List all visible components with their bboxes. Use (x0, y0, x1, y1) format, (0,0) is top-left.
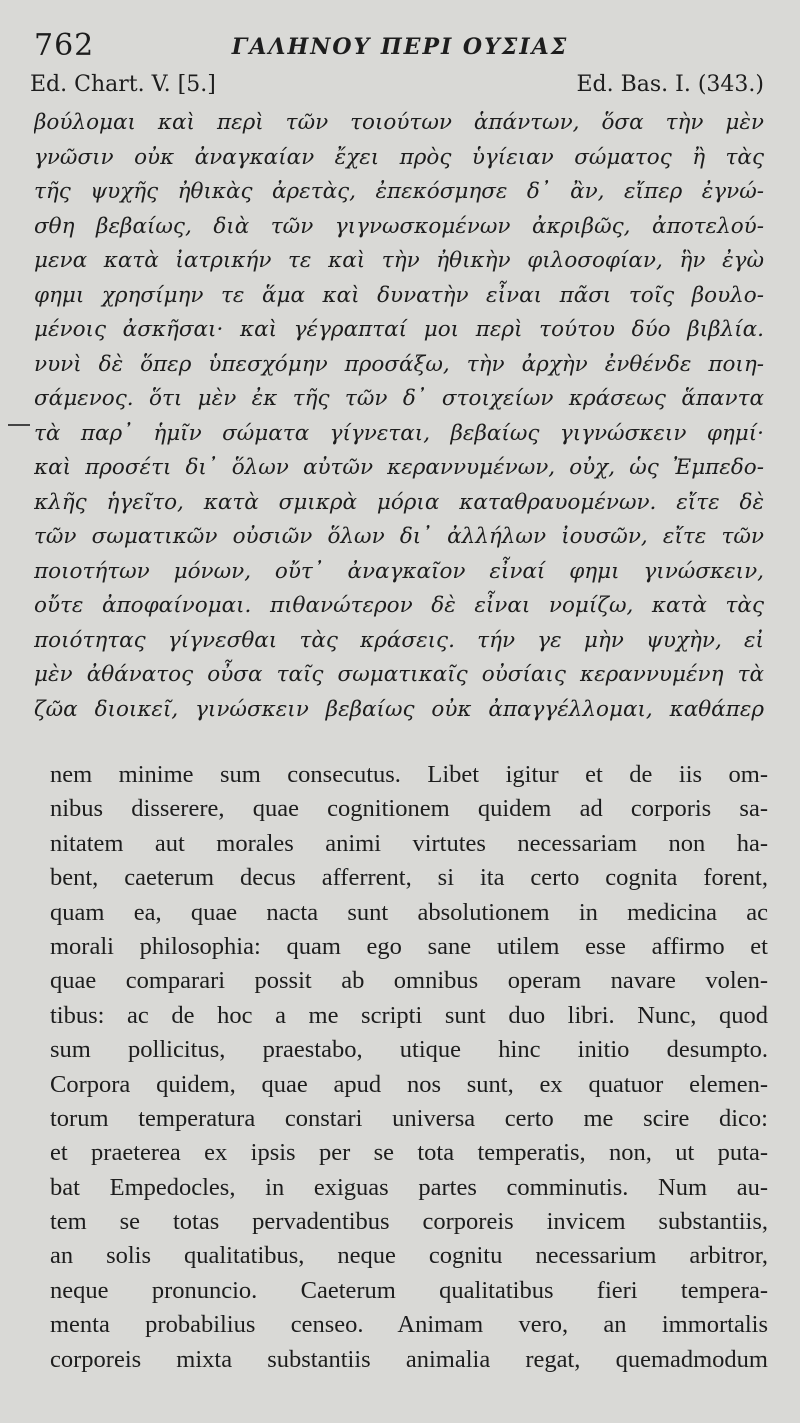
greek-line: βούλομαι καὶ περὶ τῶν τοιούτων ἁπάντων, ὅσα τὴν μὲν (34, 110, 764, 135)
latin-line: corporeis mixta substantiis animalia regat, quemadmodum (50, 1345, 768, 1373)
running-title: ΓΑΛΗΝΟΥ ΠΕΡΙ ΟΥΣΙΑΣ (231, 34, 569, 60)
greek-line: μένοις ἀσκῆσαι· καὶ γέγραπταί μοι περὶ τούτου δύο βιβλία. (34, 317, 764, 342)
greek-line: σάμενος. ὅτι μὲν ἐκ τῆς τῶν δ᾽ στοιχείων κράσεως ἅπαντα (34, 386, 764, 411)
greek-line: τῶν σωματικῶν οὐσιῶν ὅλων δι᾽ ἀλλήλων ἰουσῶν, εἴτε τῶν (34, 524, 764, 549)
page-number: 762 (34, 28, 95, 63)
latin-text-block (50, 758, 768, 1377)
latin-line: torum temperatura constari universa certo me scire dico: (50, 1104, 768, 1132)
latin-line: bat Empedocles, in exiguas partes comminutis. Num au- (50, 1173, 768, 1201)
latin-line: tem se totas pervadentibus corporeis invicem substantiis, (50, 1208, 768, 1236)
latin-line: an solis qualitatibus, neque cognitu necessarium arbitror, (50, 1242, 768, 1270)
edition-basel-reference: Ed. Bas. I. (343.) (576, 72, 764, 97)
greek-line: ζῶα διοικεῖ, γινώσκειν βεβαίως οὐκ ἀπαγγέλλομαι, καθάπερ (34, 696, 764, 722)
greek-line: φημι χρησίμην τε ἅμα καὶ δυνατὴν εἶναι πᾶσι τοῖς βουλο- (34, 282, 764, 308)
greek-line: μὲν ἀθάνατος οὖσα ταῖς σωματικαῖς οὐσίαις κεραννυμένη τὰ (34, 662, 764, 687)
latin-line: quae comparari possit ab omnibus operam navare volen- (50, 967, 768, 995)
greek-line: καὶ προσέτι δι᾽ ὅλων αὐτῶν κεραννυμένων, οὐχ, ὡς Ἐμπεδο- (34, 455, 764, 480)
latin-line: quam ea, quae nacta sunt absolutionem in medicina ac (50, 898, 768, 926)
greek-line: μενα κατὰ ἰατρικήν τε καὶ τὴν ἠθικὴν φιλοσοφίαν, ἣν ἐγὼ (34, 248, 764, 273)
latin-line: bent, caeterum decus afferrent, si ita certo cognita forent, (50, 864, 768, 892)
greek-line: σθη βεβαίως, διὰ τῶν γιγνωσκομένων ἀκριβῶς, ἀποτελού- (34, 213, 764, 239)
latin-line: sum pollicitus, praestabo, utique hinc initio desumpto. (50, 1036, 768, 1064)
latin-line: Corpora quidem, quae apud nos sunt, ex quatuor elemen- (50, 1070, 768, 1098)
edition-chart-reference: Ed. Chart. V. [5.] (30, 72, 216, 97)
latin-line: nitatem aut morales animi virtutes necessariam non ha- (50, 829, 768, 857)
latin-line: morali philosophia: quam ego sane utilem esse affirmo et (50, 932, 768, 960)
greek-line: ποιότητας γίγνεσθαι τὰς κράσεις. τήν γε μὴν ψυχὴν, εἰ (34, 627, 764, 653)
greek-line: γνῶσιν οὐκ ἀναγκαίαν ἔχει πρὸς ὑγίειαν σώματος ἢ τὰς (34, 144, 764, 170)
greek-line: τῆς ψυχῆς ἠθικὰς ἀρετὰς, ἐπεκόσμησε δ᾽ ἂν, εἴπερ ἐγνώ- (34, 179, 764, 204)
edition-references (30, 72, 764, 106)
greek-line: κλῆς ἡγεῖτο, κατὰ σμικρὰ μόρια καταθραυομένων. εἴτε δὲ (34, 489, 764, 515)
latin-line: nem minime sum consecutus. Libet igitur et de iis om- (50, 761, 768, 788)
page-header (30, 26, 770, 66)
latin-line: menta probabilius censeo. Animam vero, an immortalis (50, 1311, 768, 1339)
greek-line: τὰ παρ᾽ ἡμῖν σώματα γίγνεται, βεβαίως γιγνώσκειν φημί· (34, 420, 764, 446)
margin-mark (8, 424, 30, 426)
latin-line: neque pronuncio. Caeterum qualitatibus fieri tempera- (50, 1276, 768, 1304)
greek-line: ποιοτήτων μόνων, οὔτ᾽ ἀναγκαῖον εἶναί φημι γινώσκειν, (34, 558, 764, 584)
latin-line: et praeterea ex ipsis per se tota temperatis, non, ut puta- (50, 1139, 768, 1167)
greek-line: νυνὶ δὲ ὅπερ ὑπεσχόμην προσάξω, τὴν ἀρχὴν ἐνθένδε ποιη- (34, 351, 764, 377)
greek-line: οὔτε ἀποφαίνομαι. πιθανώτερον δὲ εἶναι νομίζω, κατὰ τὰς (34, 593, 764, 618)
greek-text-block (34, 106, 764, 727)
latin-line: nibus disserere, quae cognitionem quidem ad corporis sa- (50, 795, 768, 823)
latin-line: tibus: ac de hoc a me scripti sunt duo libri. Nunc, quod (50, 1001, 768, 1029)
